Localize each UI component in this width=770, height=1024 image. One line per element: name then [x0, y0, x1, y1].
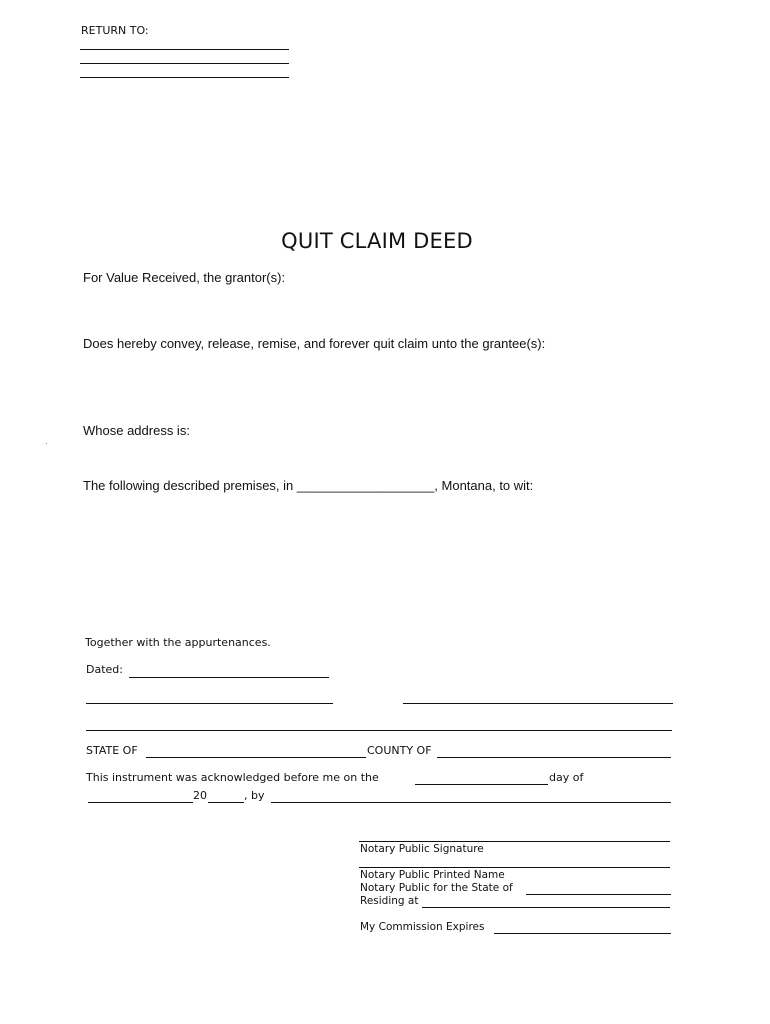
- premises-county-blank[interactable]: ___________________: [296, 478, 435, 493]
- return-to-line-3[interactable]: [80, 77, 289, 78]
- address-line: Whose address is:: [83, 423, 190, 438]
- notary-state-label: Notary Public for the State of: [360, 882, 513, 894]
- stray-mark: [46, 443, 47, 444]
- notary-commission-label: My Commission Expires: [360, 921, 485, 933]
- return-to-label: RETURN TO:: [81, 24, 149, 37]
- convey-line: Does hereby convey, release, remise, and forever quit claim unto the grantee(s):: [83, 336, 546, 351]
- return-to-line-2[interactable]: [80, 63, 289, 64]
- state-of-label: STATE OF: [86, 744, 138, 757]
- dated-label: Dated:: [86, 663, 123, 676]
- notary-printed-name-line[interactable]: [359, 867, 670, 868]
- grantor-signature-line-1[interactable]: [86, 703, 333, 704]
- notary-residing-line[interactable]: [422, 907, 670, 908]
- acknowledged-day-line[interactable]: [415, 784, 548, 785]
- appurtenances-line: Together with the appurtenances.: [85, 636, 271, 649]
- month-line[interactable]: [88, 802, 193, 803]
- grantor-signature-line-2[interactable]: [403, 703, 673, 704]
- premises-line: [83, 478, 533, 493]
- day-of-label: day of: [549, 771, 584, 784]
- notary-commission-line[interactable]: [494, 933, 671, 934]
- notary-state-line[interactable]: [526, 894, 671, 895]
- acknowledged-line: This instrument was acknowledged before me on the: [86, 771, 379, 784]
- notary-printed-name-label: Notary Public Printed Name: [360, 869, 505, 881]
- document-title: QUIT CLAIM DEED: [281, 229, 473, 253]
- return-to-line-1[interactable]: [80, 49, 289, 50]
- notary-signature-line[interactable]: [359, 841, 670, 842]
- county-of-label: COUNTY OF: [367, 744, 432, 757]
- dated-line[interactable]: [129, 677, 329, 678]
- grantor-line: For Value Received, the grantor(s):: [83, 270, 286, 285]
- year-prefix: 20: [193, 789, 207, 802]
- state-of-line[interactable]: [146, 757, 366, 758]
- county-of-line[interactable]: [437, 757, 671, 758]
- premises-prefix: The following described premises, in: [83, 478, 294, 493]
- by-label: , by: [244, 789, 265, 802]
- by-line[interactable]: [271, 802, 671, 803]
- notary-signature-label: Notary Public Signature: [360, 843, 484, 855]
- grantor-signature-line-3[interactable]: [86, 730, 672, 731]
- year-line[interactable]: [208, 802, 244, 803]
- premises-suffix: , Montana, to wit:: [434, 478, 534, 493]
- notary-residing-label: Residing at: [360, 895, 419, 907]
